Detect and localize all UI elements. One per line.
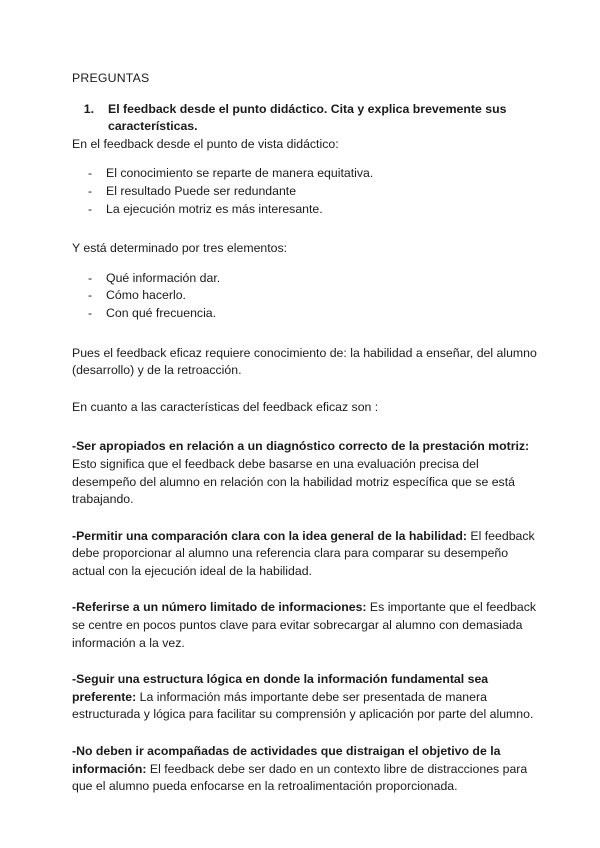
list-item: - El conocimiento se reparte de manera equitativa. [88, 166, 374, 181]
effective-feedback-paragraph: Pues el feedback eficaz requiere conocimiento de: la habilidad a enseñar, del alumno (desarrollo) y de la retroacción. [72, 345, 537, 378]
characteristic-5 [72, 743, 542, 796]
question-text: El feedback desde el punto didáctico. Cita y explica brevemente sus características. [108, 101, 507, 134]
question-number: 1. [83, 101, 94, 116]
characteristic-3 [72, 599, 542, 652]
characteristic-4 [72, 671, 542, 724]
characteristic-title: -No deben ir acompañadas de actividades que distraigan el objetivo de la información: [72, 744, 501, 776]
characteristic-text: La información más importante debe ser presentada de manera estructurada y lógica para facilitar su comprensión y aplicación por parte del alumno. [72, 689, 534, 722]
characteristics-intro: En cuanto a las características del feedback eficaz son : [72, 399, 379, 414]
characteristic-title: -Referirse a un número limitado de informaciones: [72, 600, 367, 615]
list-item: - Con qué frecuencia. [88, 305, 217, 320]
characteristic-1 [72, 438, 542, 508]
elements-list [72, 270, 542, 323]
intro-paragraph: En el feedback desde el punto de vista didáctico: [72, 136, 339, 151]
list-item: - La ejecución motriz es más interesante. [88, 201, 323, 216]
list-item: - El resultado Puede ser redundante [88, 183, 297, 198]
characteristic-title: -Seguir una estructura lógica en donde la información fundamental sea preferente: [72, 672, 489, 704]
characteristic-text: Es importante que el feedback se centre en pocos puntos clave para evitar sobrecargar al alumno con demasiada información a la vez. [72, 600, 537, 650]
characteristic-text: Esto significa que el feedback debe basarse en una evaluación precisa del desempeño del alumno en relación con la habilidad motriz específica que se está trabajando. [72, 456, 515, 507]
characteristic-title: -Permitir una comparación clara con la idea general de la habilidad: [72, 528, 467, 543]
characteristic-text: El feedback debe proporcionar al alumno una referencia clara para comparar su desempeño actual con la ejecución ideal de la habilidad. [72, 528, 535, 578]
document-page [72, 70, 542, 815]
characteristic-2 [72, 528, 542, 581]
list-item: - Qué información dar. [88, 270, 221, 285]
feedback-list [72, 165, 542, 218]
question-1 [72, 101, 542, 136]
list-item: - Cómo hacerlo. [88, 288, 186, 303]
characteristic-title: -Ser apropiados en relación a un diagnóstico correcto de la prestación motriz: [72, 439, 530, 454]
characteristic-text: El feedback debe ser dado en un contexto libre de distracciones para que el alumno pueda enfocarse en la retroalimentación proporcionada. [72, 761, 528, 794]
page-heading: PREGUNTAS [72, 71, 150, 85]
elements-intro: Y está determinado por tres elementos: [72, 241, 288, 256]
